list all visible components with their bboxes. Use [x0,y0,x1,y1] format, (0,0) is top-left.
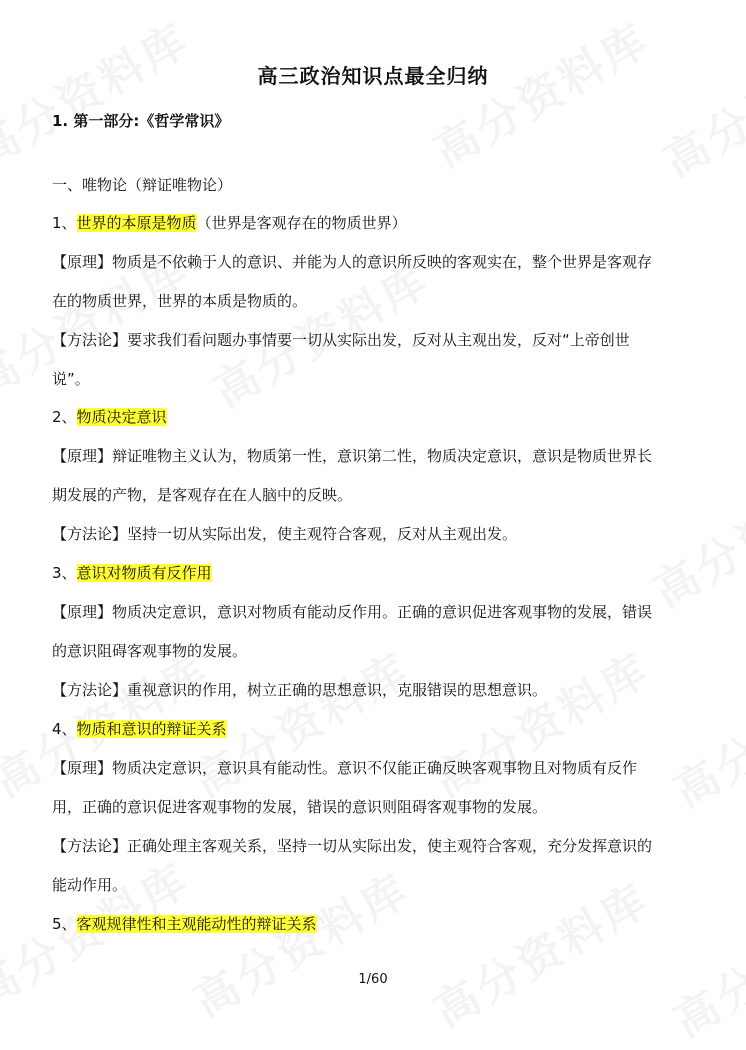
watermark [420,864,660,1039]
methodology-text: 说”。 [52,370,90,388]
item-topic: 意识对物质有反作用 [76,564,212,582]
item-note: （世界是客观存在的物质世界） [196,214,407,232]
watermark [420,634,660,809]
item-topic: 世界的本原是物质 [76,214,197,232]
item-heading [52,913,317,934]
methodology-text: 【方法论】重视意识的作用，树立正确的思想意识，克服错误的思想意识。 [52,681,548,699]
item-topic: 物质和意识的辩证关系 [76,720,227,738]
item-number: 1、 [52,214,77,232]
item-heading [52,562,212,583]
page-number: 1/60 [358,972,388,987]
page-title: 高三政治知识点最全归纳 [257,64,489,88]
watermark [0,4,200,179]
item-topic: 客观规律性和主观能动性的辩证关系 [76,915,317,933]
watermark [640,444,746,619]
item-number: 5、 [52,915,77,933]
section-heading: 一、唯物论（辩证唯物论） [52,176,233,194]
principle-text: 【原理】辩证唯物主义认为，物质第一性，意识第二性，物质决定意识，意识是物质世界长 [52,447,653,465]
methodology-text: 【方法论】坚持一切从实际出发，使主观符合客观，反对从主观出发。 [52,525,518,543]
principle-text: 【原理】物质决定意识，意识具有能动性。意识不仅能正确反映客观事物且对物质有反作 [52,759,638,777]
watermark [660,874,746,1049]
principle-text: 【原理】物质是不依赖于人的意识、并能为人的意识所反映的客观实在，整个世界是客观存 [52,253,653,271]
item-heading [52,718,227,739]
item-topic: 物质决定意识 [76,408,167,426]
item-number: 2、 [52,408,77,426]
part-heading: 1. 第一部分:《哲学常识》 [52,112,230,130]
principle-text: 期发展的产物，是客观存在在人脑中的反映。 [52,486,353,504]
principle-text: 的意识阻碍客观事物的发展。 [52,642,248,660]
item-number: 4、 [52,720,77,738]
methodology-text: 【方法论】要求我们看问题办事情要一切从实际出发，反对从主观出发，反对“上帝创世 [52,331,630,349]
principle-text: 【原理】物质决定意识，意识对物质有能动反作用。正确的意识促进客观事物的发展，错误 [52,603,653,621]
watermark [660,644,746,819]
item-number: 3、 [52,564,77,582]
item-heading [52,212,407,233]
watermark [180,854,420,1029]
methodology-text: 【方法论】正确处理主客观关系，坚持一切从实际出发，使主观符合客观，充分发挥意识的 [52,837,653,855]
watermark [420,4,660,179]
principle-text: 在的物质世界，世界的本质是物质的。 [52,292,308,310]
item-heading [52,406,167,427]
principle-text: 用，正确的意识促进客观事物的发展，错误的意识则阻碍客观事物的发展。 [52,798,548,816]
watermark [650,14,746,189]
methodology-text: 能动作用。 [52,876,128,894]
